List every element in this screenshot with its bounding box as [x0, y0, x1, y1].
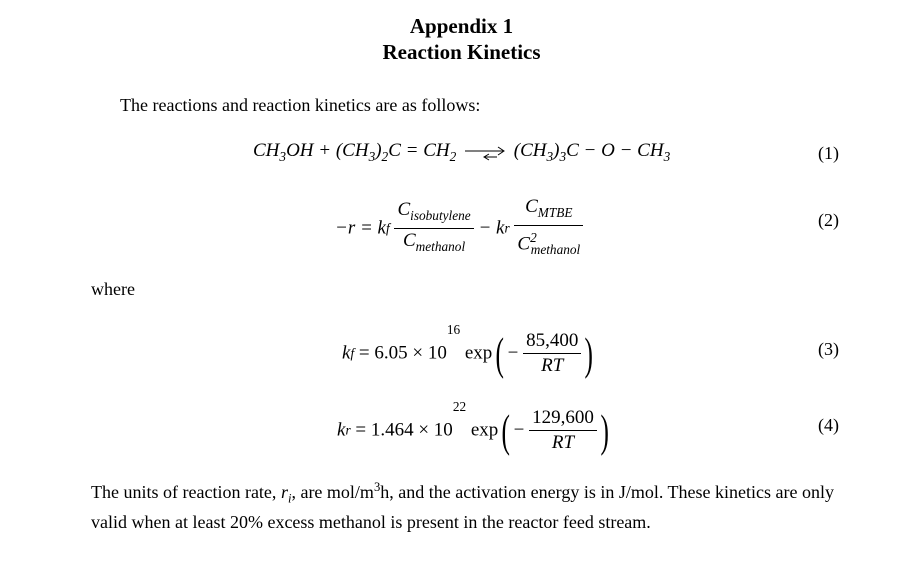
units-text-1: The units of reaction rate,: [91, 482, 281, 502]
eq4-num: 129,600: [529, 407, 597, 431]
eq4-coef: = 1.464 × 10: [355, 419, 453, 441]
units-ri: r: [280, 482, 288, 502]
eq4-right-paren: ): [600, 404, 609, 456]
eq3-power: 16: [446, 322, 461, 337]
equation-number-3: (3): [818, 339, 839, 359]
eq2-lhs: −r = k: [335, 217, 386, 239]
eq4-fraction: [529, 407, 597, 454]
eq4-exp: exp: [470, 419, 499, 441]
intro-paragraph: The reactions and reaction kinetics are as follows:: [120, 95, 481, 115]
eq2-frac2-den-sup: 2: [530, 229, 537, 245]
equation-2: [335, 196, 583, 261]
eq3-exp: exp: [464, 342, 493, 364]
eq2-kf-sub: f: [385, 220, 390, 236]
eq2-frac1-num: C: [397, 199, 411, 221]
eq2-frac2-den: C: [517, 233, 531, 255]
eq2-frac2-num: C: [525, 196, 538, 217]
eq4-k: k: [337, 419, 346, 441]
eq4-k-sub: r: [345, 422, 351, 438]
equilibrium-arrow-icon: [463, 142, 507, 162]
eq3-k: k: [342, 342, 351, 364]
equation-number-1: (1): [818, 143, 839, 163]
where-label: where: [91, 279, 135, 299]
equation-number-4: (4): [818, 415, 839, 435]
appendix-title: Appendix 1: [409, 14, 514, 38]
units-text-3: h, and the activation energy is in J/mol. These kinetics are only valid when at least 20% excess methanol is present in the reactor feed stream.: [91, 482, 834, 532]
equation-number-2: (2): [818, 210, 839, 230]
eq3-coef: = 6.05 × 10: [358, 342, 447, 364]
units-ri-sub: i: [287, 491, 292, 506]
eq3-right-paren: ): [584, 327, 594, 379]
eq4-left-paren: (: [501, 404, 511, 456]
eq2-frac2-num-sub: MTBE: [537, 204, 573, 220]
units-paragraph: [91, 476, 861, 534]
equation-1: [253, 140, 670, 165]
eq2-fraction-2: [514, 196, 583, 261]
eq2-frac2-den-sub: methanol: [530, 241, 581, 257]
eq4-power: 22: [452, 399, 467, 414]
section-title: Reaction Kinetics: [382, 40, 541, 64]
eq1-right: $(CH_3)_3C - O - CH_3$: [513, 140, 671, 164]
eq3-left-paren: (: [495, 327, 505, 379]
eq3-k-sub: f: [350, 345, 355, 361]
eq2-frac1-num-sub: isobutylene: [410, 207, 471, 223]
eq3-num: 85,400: [523, 330, 581, 354]
eq2-frac1-den: C: [402, 229, 416, 251]
eq3-fraction: [523, 330, 581, 377]
eq1-left: $CH_3OH + (CH_3)_2C = CH_2$: [253, 140, 457, 164]
units-sup: 3: [373, 480, 381, 494]
units-text-2: , are mol/m: [291, 482, 374, 502]
eq3-den: RT: [541, 355, 564, 377]
eq2-frac1-den-sub: methanol: [415, 238, 466, 254]
equation-3: kf = $6.05 \times 10^{16}$ exp( − $\frac{85,400}{RT}$ ): [342, 322, 594, 379]
eq4-den: RT: [551, 432, 575, 454]
eq2-kr-sub: r: [504, 220, 510, 236]
eq2-minus-kr: − k: [478, 217, 505, 239]
equation-4: kr = $1.464 \times 10^{22}$ exp( − $\frac{129,600}{RT}$ ): [337, 399, 609, 456]
eq2-fraction-1: [394, 199, 473, 258]
